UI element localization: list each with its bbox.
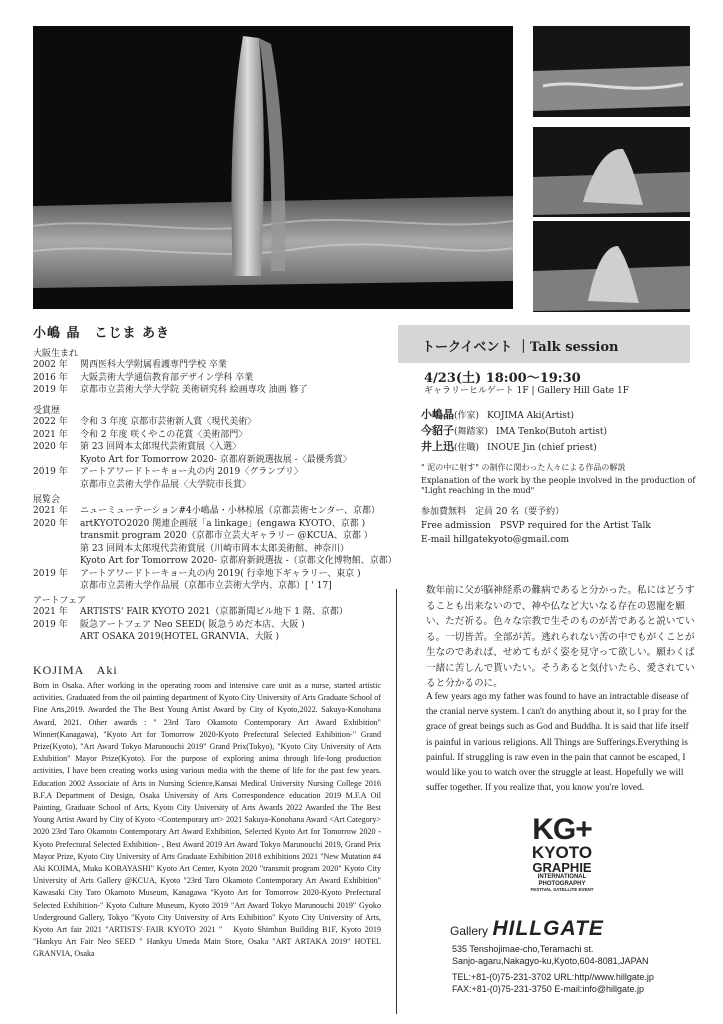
artist-name-jp: 小嶋 晶 こじま あき <box>33 326 171 341</box>
artist-bio-en: Born in Osaka. After working in the operating room and intensive care unit as a nurse, started artistic activities. Graduated from the oil painting department of Kyoto City University of Arts Graduate School of Fine Arts,2019. Awarded the The Best Young Artist Award by City of Kyoto,2022. Sakuya-Konohana Award, 2021. Other awards : " 23rd Taro Okamoto Contemporary Art Award Exhibition" Winner(Kanagawa), "Kyoto Art for Tomorrow 2020-Kyoto Prefectural Selected Exhibition-" Grand Prize(Kyoto), "Art Award Tokyo Marunouchi 2019" Grand Prix(Tokyo), "Kyoto City University of Arts Exhibition" Mayor Prize(Kyoto). For the purpose of exploring anima through life-long production activities, I have been creating works using various media with the theme of life for the past few years. Education 2002 Associate of Arts in Nursing Science,Kansai Medical University Nursing College 2016 B.F.A Department of Design, Osaka University of Arts Correspondence education 2019 M.F.A Oil Painting, Graduate School of Arts, Kyoto City University of Arts Awards 2022 Awarded the The Best Young Artist Award by City of Kyoto <Contemporary art> 2021 Sakuya-Konohana Award <Art Category> 2020 23rd Taro Okamoto Contemporary Art Award Exhibition, Selected Kyoto Art for Tomorrow 2020 -Kyoto Prefectural Selected Exhibition- , Best Award 2019 Art Award Tokyo Marunouchi 2019, Grand Prix Mayor Prize, Kyoto City University of Arts Graduate Exhibition 2018 exhibitions 2021 "New Mutation #4 Aki KOJIMA, Muku KOBAYASHI" Kyoto Art Center, Kyoto 2020 "transmit program 2020" Kyoto City University of Arts Gallery @KCUA, Kyoto "23rd Taro Okamoto Contemporary Art Award Exhibition" Kawasaki City Taro Okamoto Museum, Kanagawa "Kyoto Art for Tomorrow 2020-Kyoto Prefectural Selected Exhibition-" Kyoto Culture Museum, Kyoto 2019 "Art Award Tokyo Marunouchi 2019" Gyoko Underground Gallery, Tokyo "Kyoto City University of Arts Exhibition" Kyoto City University of Arts, Kyoto Art fair 2021 "ARTISTS' FAIR KYOTO 2021 " Kyoto Shimbun Building B1F, Kyoto 2019 "Hankyu Art Fair Neo SEED " Hankyu Umeda Main Store, Osaka "ART ARTAKA 2019" HOTEL GRANVIA, Osaka <box>33 681 390 959</box>
list-item <box>33 416 352 429</box>
gallery-tel[interactable]: TEL:+81-(0)75-231-3702 URL:http//www.hillgate.jp <box>452 972 654 982</box>
talk-fee-jp: 参加費無料 定員 20 名（要予約） <box>421 507 565 517</box>
statement-jp: 数年前に父が脳神経系の難病であると分かった。私にはどうすることも出来ないので、神や仏など大いなる存在の恩寵を願い、ただ祈る。色々な宗教で生そのものが苦であると説いている。一切皆苦。全部が苦。逃れられない苦の中でもがくことが生なのであれば、せめてもがく姿を見守って欲しい。願わくば一緒に苦しんで貰いたい。そうあると気付いたら、愛されていると分かるのに。 <box>426 585 695 689</box>
awards-list <box>33 416 352 491</box>
list-item-text: artKYOTO2020 関連企画展「a linkage」(engawa KYOTO、京都 ) <box>80 518 366 529</box>
list-item-text: ART OSAKA 2019(HOTEL GRANVIA、大阪 ) <box>80 632 280 642</box>
talk-theme-en-2: "Light reaching in the mud" <box>421 486 535 495</box>
list-item-text: 令和 3 年度 京都市芸術新人賞〈現代美術〉 <box>80 417 257 427</box>
installation-photo-3 <box>533 127 690 217</box>
speaker-item <box>421 438 597 454</box>
list-item-text: Kyoto Art for Tomorrow 2020- 京都府新鋭選抜 -（京都文化博物館、京都） <box>80 556 397 566</box>
artfair-list <box>33 606 348 644</box>
talk-theme-en-1: Explanation of the work by the people involved in the production of <box>421 476 696 485</box>
list-item-text: 京都市立芸術大学作品展〈大学院市長賞〉 <box>80 479 252 490</box>
main-installation-photo <box>33 26 513 309</box>
list-item-year: 2021 年 <box>33 506 68 516</box>
gallery-hillgate-logo <box>450 917 604 941</box>
speaker-role: (住職) <box>454 443 480 453</box>
logo-line-3: FESTIVAL SATELLITE EVENT <box>530 887 594 892</box>
list-item-text: Kyoto Art for Tomorrow 2020- 京都府新鋭選抜展 -〈最優秀賞〉 <box>80 454 352 465</box>
artfair-label: アートフェア <box>33 596 87 606</box>
logo-graphie: GRAPHIE <box>532 860 592 875</box>
talk-session-header <box>398 325 690 363</box>
artist-name-en: KOJIMA Aki <box>33 663 118 677</box>
talk-session-title: トークイベント ｜Talk session <box>422 340 619 355</box>
list-item <box>33 505 397 518</box>
speaker-role: (作家) <box>454 411 480 421</box>
statement-en: A few years ago my father was found to have an intractable disease of the cranial nerve system. I can't do anything about it, so I pray for the grace of great beings such as God and Buddha. It is said that life itself is painful in various religions. All Things are Sufferings.Everything is painful. If struggling is raw even in the pain that cannot be escaped, I would like you to watch over the struggle at least. Hopefully we will suffer together. If you realize that, you know you're loved. <box>426 692 689 794</box>
list-item-text: 第 23 回岡本太郎現代芸術賞展〈入選〉 <box>80 442 242 452</box>
list-item <box>33 359 307 372</box>
list-item-year: 2020 年 <box>33 442 68 452</box>
list-item-text: アートアワードトーキョー丸の内 2019( 行幸地下ギャラリー、東京 ) <box>80 568 361 579</box>
logo-kg: KG+ <box>532 813 592 846</box>
talk-email[interactable]: E-mail hillgatekyoto@gmail.com <box>421 535 570 545</box>
list-item-year: 2019 年 <box>33 568 68 579</box>
speaker-role: (舞踏家) <box>454 427 489 437</box>
list-item <box>33 454 352 467</box>
list-item-year: 2021 年 <box>33 607 68 617</box>
logo-line-2: PHOTOGRAPHY <box>538 880 586 887</box>
list-item <box>33 429 352 442</box>
list-item-text: ARTISTS' FAIR KYOTO 2021（京都新聞ビル地下 1 階、京都） <box>80 607 348 617</box>
list-item-text: 令和 2 年度 咲くやこの花賞〈美術部門〉 <box>80 429 248 440</box>
logo-kyoto: KYOTO <box>531 843 593 862</box>
speaker-name-jp: 井上迅 <box>421 440 454 453</box>
list-item-text: アートアワードトーキョー丸の内 2019〈グランプリ〉 <box>80 467 303 477</box>
gallery-address-1: 535 Tenshojimae-cho,Teramachi st. <box>452 944 594 954</box>
speaker-name-en: KOJIMA Aki(Artist) <box>487 411 575 421</box>
installation-photo-4 <box>533 221 690 312</box>
list-item <box>33 479 352 492</box>
list-item-text: 大阪芸術大学通信教育部デザイン学科 卒業 <box>80 372 254 383</box>
list-item <box>33 580 397 593</box>
list-item <box>33 543 397 556</box>
talk-theme-jp: " 泥の中に射す" の制作に関わった人々による作品の解説 <box>421 463 626 472</box>
kg-kyotographie-logo <box>519 815 605 894</box>
list-item <box>33 568 397 581</box>
talk-date: 4/23(土) 18:00～19:30 <box>424 371 581 386</box>
list-item-year: 2002 年 <box>33 360 68 370</box>
education-list <box>33 359 307 397</box>
list-item-year: 2020 年 <box>33 518 68 529</box>
gallery-fax[interactable]: FAX:+81-(0)75-231-3750 E-mail:info@hillgate.jp <box>452 984 644 994</box>
speaker-name-jp: 今貂子 <box>421 424 454 437</box>
logo-line-1: INTERNATIONAL <box>537 874 587 880</box>
gallery-name: HILLGATE <box>492 917 604 940</box>
list-item-text: 阪急アートフェア Neo SEED( 阪急うめだ本店、大阪 ) <box>80 619 305 630</box>
list-item-year: 2019 年 <box>33 385 68 395</box>
speaker-name-en: IMA Tenko(Butoh artist) <box>496 427 607 437</box>
list-item-year: 2019 年 <box>33 619 68 630</box>
list-item-year: 2021 年 <box>33 429 68 440</box>
list-item <box>33 466 352 479</box>
list-item <box>33 606 348 619</box>
list-item <box>33 555 397 568</box>
list-item-text: transmit program 2020（京都市立芸大ギャラリー @KCUA、京都 ） <box>80 531 373 541</box>
list-item-text: ニューミューテーション#4小嶋晶・小林椋展（京都芸術センター、京都） <box>80 506 381 516</box>
list-item <box>33 441 352 454</box>
speaker-name-en: INOUE Jin (chief priest) <box>487 443 597 453</box>
divider-line <box>396 589 397 1014</box>
talk-fee-en: Free admission PSVP required for the Artist Talk <box>421 521 651 531</box>
speaker-name-jp: 小嶋晶 <box>421 408 454 421</box>
list-item-text: 京都市立芸術大学作品展（京都市立芸術大学内、京都）[ ' 17] <box>80 581 332 591</box>
list-item <box>33 631 348 644</box>
gallery-address-2: Sanjo-agaru,Nakagyo-ku,Kyoto,604-8081,JAPAN <box>452 956 649 966</box>
installation-photo-2 <box>533 26 690 117</box>
speaker-item <box>421 422 607 438</box>
list-item <box>33 384 307 397</box>
list-item <box>33 619 348 632</box>
list-item <box>33 372 307 385</box>
list-item <box>33 530 397 543</box>
list-item-year: 2022 年 <box>33 417 68 427</box>
exhibitions-label: 展覧会 <box>33 495 61 505</box>
list-item-text: 京都市立芸術大学大学院 美術研究科 絵画専攻 油画 修了 <box>80 385 308 395</box>
list-item <box>33 518 397 531</box>
talk-place: ギャラリーヒルゲート 1F | Gallery Hill Gate 1F <box>424 386 629 396</box>
gallery-label: Gallery <box>450 924 489 938</box>
list-item-year: 2019 年 <box>33 467 68 477</box>
speaker-item <box>421 406 574 422</box>
list-item-text: 第 23 回岡本太郎現代芸術賞展（川崎市岡本太郎美術館、神奈川） <box>80 543 350 554</box>
list-item-text: 関西医科大学附属看護専門学校 卒業 <box>80 360 227 370</box>
awards-label: 受賞歴 <box>33 406 61 416</box>
list-item-year: 2016 年 <box>33 372 68 383</box>
exhibitions-list <box>33 505 397 593</box>
birthplace: 大阪生まれ <box>33 349 79 359</box>
